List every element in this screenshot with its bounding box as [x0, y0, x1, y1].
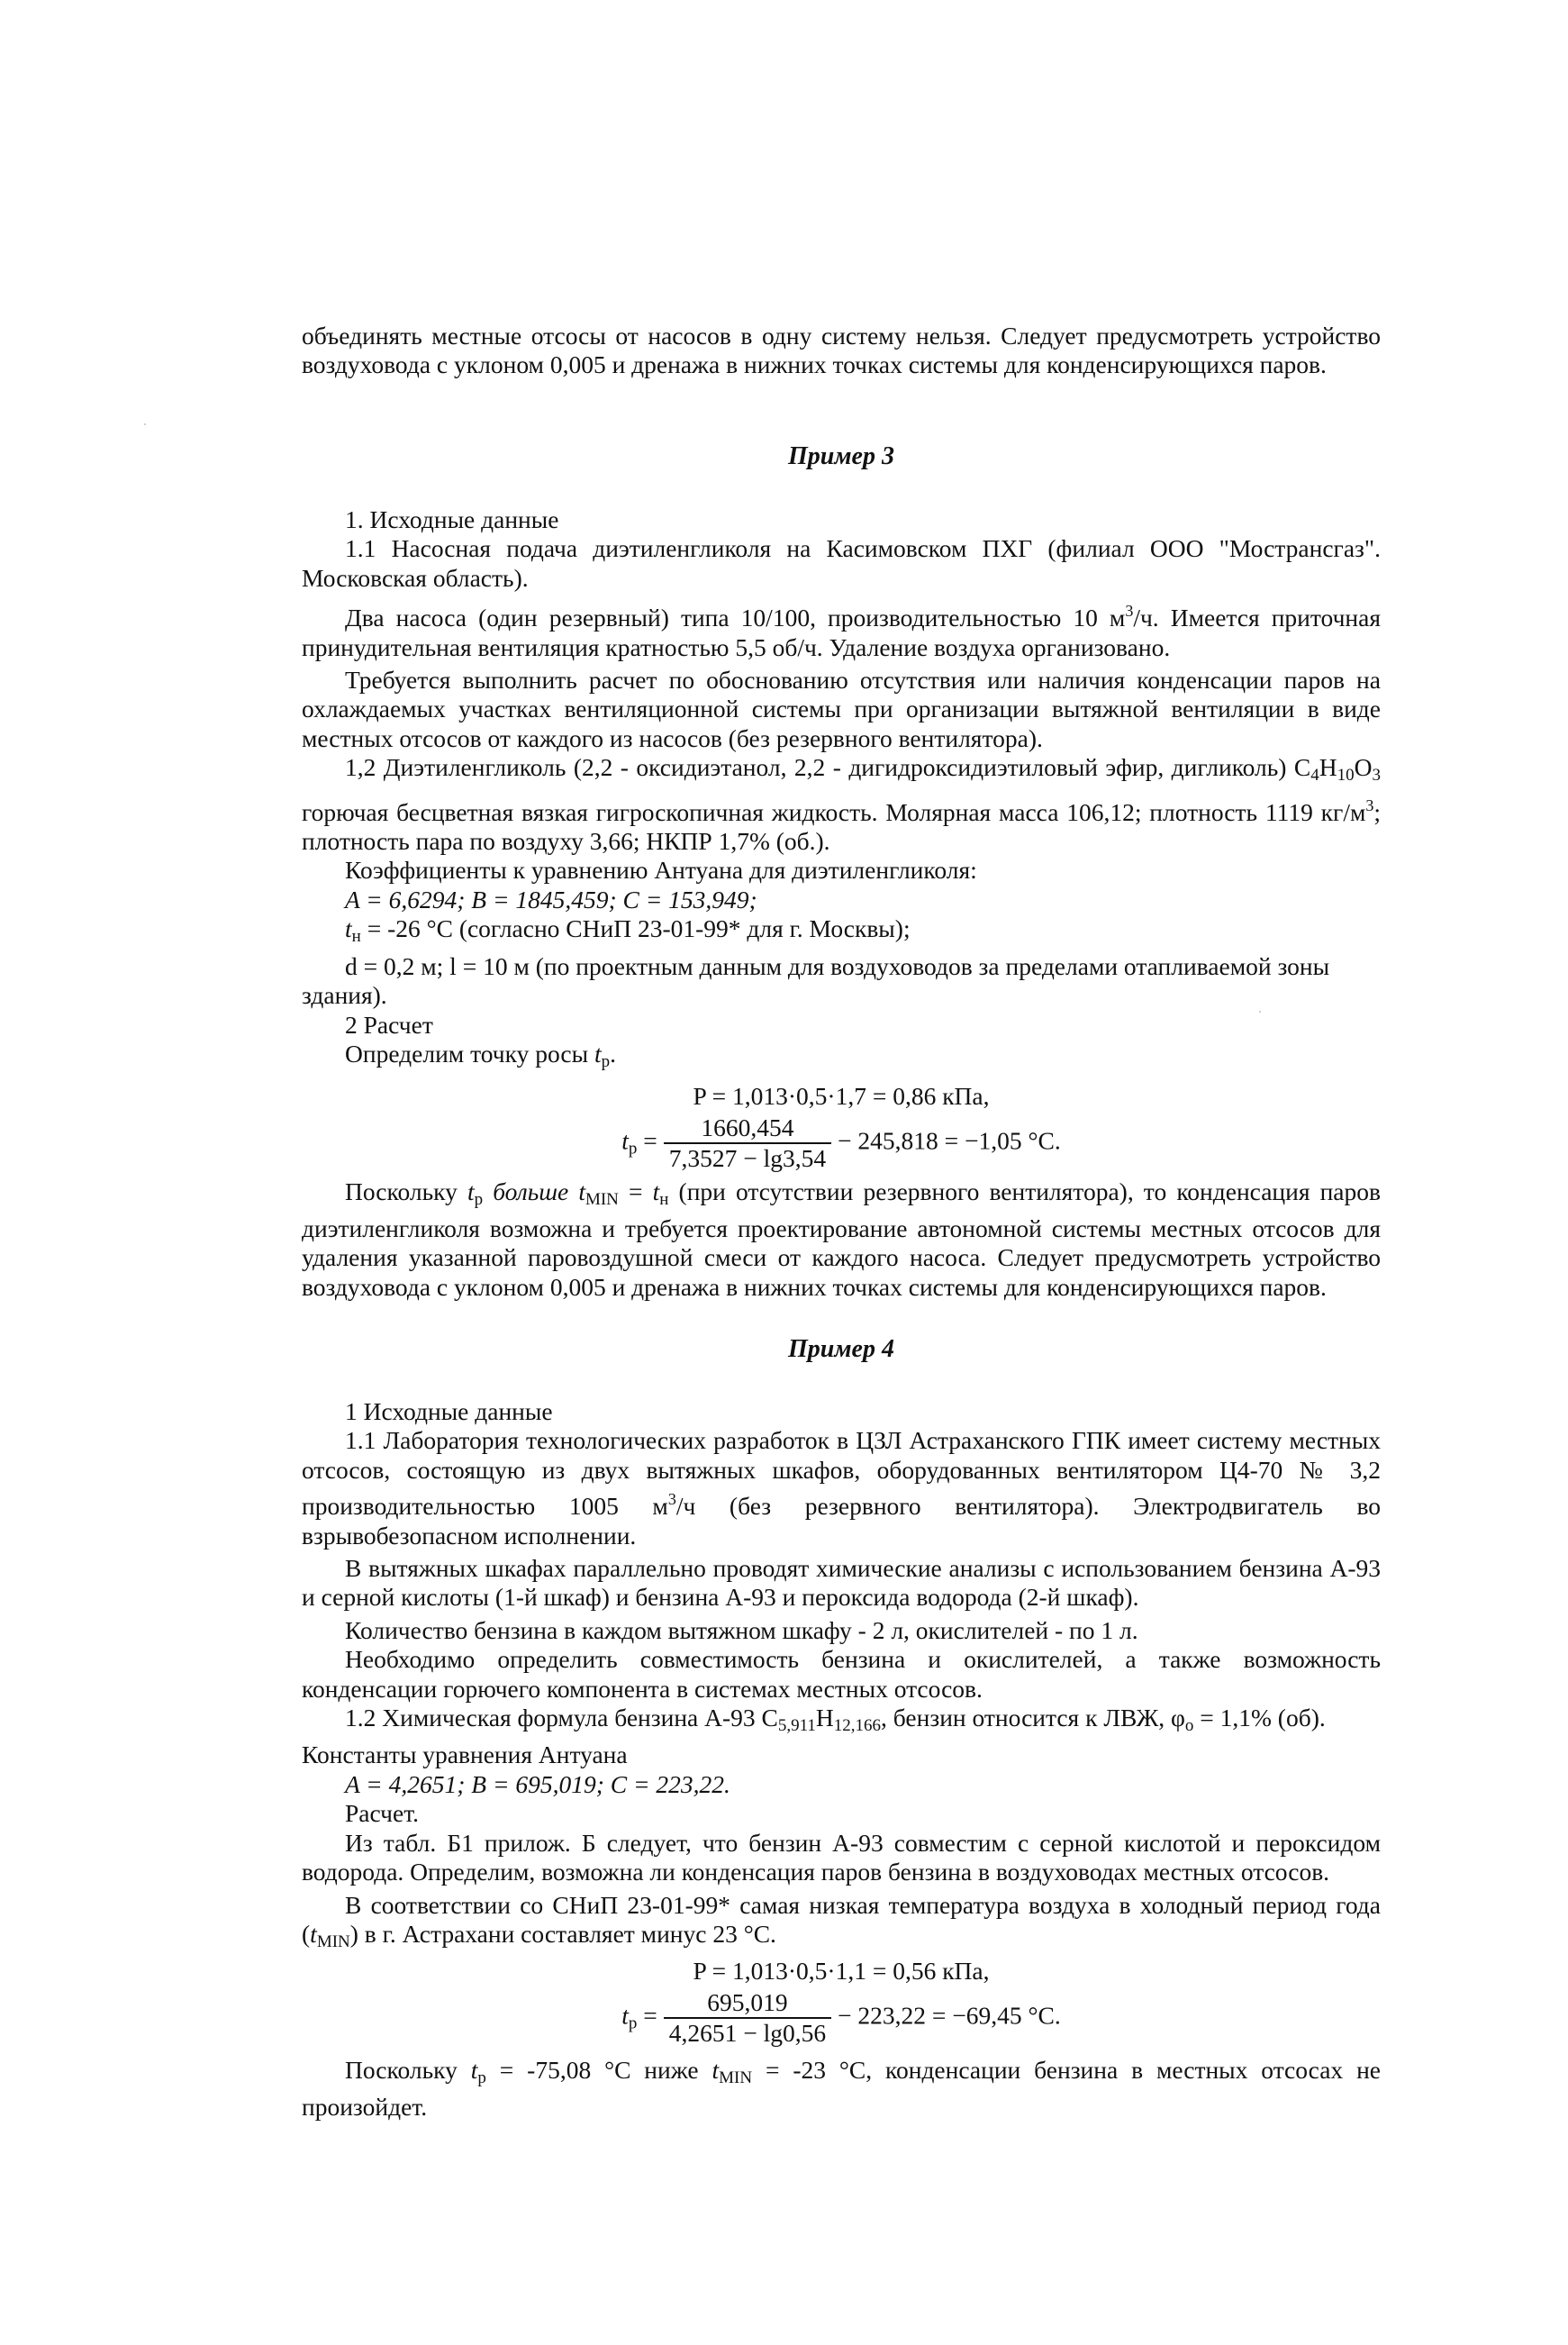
antoine-constants: A = 4,2651; B = 695,019; C = 223,22. — [345, 1769, 730, 1798]
ambient-temperature: $t_н = -26$ °С (согласно СНиП 23-01-99* для г. Москвы); — [345, 914, 911, 947]
chemical-formula: $C_4H_{10}O_3$ — [1293, 753, 1381, 786]
paragraph-1-1: 1.1 Насосная подача диэтиленгликоля на Касимовском ПХГ (филиал ООО "Мострансгаз". Московская область). — [302, 534, 1381, 592]
example3-heading-wrap — [302, 442, 1381, 471]
antoine-constants: A = 6,6294; B = 1845,459; C = 153,949; — [345, 885, 757, 913]
intro-paragraph: объединять местные отсосы от насосов в одну систему нельзя. Следует предусмотреть устройство воздуховода с уклоном 0,005 и дренажа в нижних точках системы для конденсирующихся паров. — [302, 322, 1381, 379]
example3-body — [302, 505, 1381, 1302]
paragraph-amount: Количество бензина в каждом вытяжном шкафу - 2 л, окислителей - по 1 л. — [345, 1615, 1138, 1644]
equation-pressure: P = 1,013·0,5·1,1 = 0,56 кПа, — [693, 1957, 990, 1986]
section-title: 1 Исходные данные — [345, 1397, 553, 1425]
equation-dew-point: $t_p$ = $\frac{695,019}{4,2651 - \lg 0,56}$ − 223,22 = −69,45 °C. — [621, 1987, 1061, 2048]
dew-point-intro: Определим точку росы $t_р$. — [345, 1039, 616, 1071]
example4-heading: Пример 4 — [788, 1335, 894, 1363]
example4-body — [302, 1397, 1381, 2122]
paragraph-analysis: В вытяжных шкафах параллельно проводят химические анализы с использованием бензина А-93 и серной кислоты (1-й шкаф) и бензина А-93 и пероксида водорода (2-й шкаф). — [302, 1554, 1381, 1612]
chemical-formula: $C_{5,911}H_{12,166}$ — [761, 1704, 882, 1736]
paragraph-1-2: 1,2 Диэтиленгликоль (2,2 - оксидиэтанол, 2,2 - дигидроксидиэтиловый эфир, дигликоль) $C_4H_{10}O_3$ горючая бесцветная вязкая гигроскопичная жидкость. Молярная масса 106,12; плотность 1119 $кг/м^3$; плотность пара по воздуху 3,66; НКПР 1,7% (об.). — [302, 753, 1381, 856]
paragraph-constants: Константы уравнения Антуана — [302, 1741, 628, 1769]
section-title: 2 Расчет — [345, 1010, 433, 1039]
paragraph-conclusion: Поскольку $t_р = -75,08$ °С ниже $t_{MIN} = -23$ °С, конденсации бензина в местных отсосах не произойдет. — [302, 2055, 1381, 2121]
equation-dew-point: $t_p$ = $\frac{1660,454}{7,3527 - \lg 3,54}$ − 245,818 = −1,05 °C. — [621, 1113, 1061, 1173]
paragraph-snip: В соответствии со СНиП 23-01-99* самая низкая температура воздуха в холодный период года $(t_{MIN})$ в г. Астрахани составляет минус 23 °С. — [302, 1890, 1381, 1951]
paragraph-1-2: 1.2 Химическая формула бензина А-93 $C_{5,911}H_{12,166}$, бензин относится к ЛВЖ, $\varphi_о = 1,1\%$ (об). — [345, 1704, 1326, 1736]
paragraph-coefficients: Коэффициенты к уравнению Антуана для диэтиленгликоля: — [345, 856, 977, 885]
paragraph-1-1: 1.1 Лаборатория технологических разработок в ЦЗЛ Астраханского ГПК имеет систему местных отсосов, состоящую из двух вытяжных шкафов, оборудованных вентилятором Ц4-70 № 3,2 производительностью 1005 $м^3/ч$ (без резервного вентилятора). Электродвигатель во взрывобезопасном исполнении. — [302, 1426, 1381, 1550]
section-title: Расчет. — [345, 1799, 420, 1828]
equation-fraction: $\frac{1660,454}{7,3527 - \lg 3,54}$ — [664, 1113, 831, 1174]
paragraph-table: Из табл. Б1 прилож. Б следует, что бензин А-93 совместим с серной кислотой и пероксидом водорода. Определим, возможна ли конденсация паров бензина в воздуховодах местных отсосов. — [302, 1828, 1381, 1886]
scan-speck — [144, 423, 146, 425]
paragraph-need: Необходимо определить совместимость бензина и окислителей, а также возможность конденсации горючего компонента в системах местных отсосов. — [302, 1645, 1381, 1703]
paragraph-task: Требуется выполнить расчет по обоснованию отсутствия или наличия конденсации паров на охлаждаемых участках вентиляционной системы при организации вытяжной вентиляции в виде местных отсосов от каждого из насосов (без резервного вентилятора). — [302, 666, 1381, 752]
paragraph-conclusion: Поскольку $t_р$ больше $t_{MIN} = t_н$ (при отсутствии резервного вентилятора), то конденсация паров диэтиленгликоля возможна и требуется проектирование автономной системы местных отсосов для удаления указанной паровоздушной смеси от каждого насоса. Следует предусмотреть устройство воздуховода с уклоном 0,005 и дренажа в нижних точках системы для конденсирующихся паров. — [302, 1177, 1382, 1301]
equation-pressure: P = 1,013·0,5·1,7 = 0,86 кПа, — [693, 1082, 990, 1111]
duct-parameters: d = 0,2 м; l = 10 м (по проектным данным для воздуховодов за пределами отапливаемой зоны здания). — [302, 951, 1330, 1010]
intro-block — [302, 322, 1381, 380]
section-title: 1. Исходные данные — [345, 505, 559, 533]
example3-heading: Пример 3 — [788, 442, 894, 470]
example4-heading-wrap — [302, 1335, 1381, 1364]
paragraph-pumps: Два насоса (один резервный) типа 10/100, производительностью 10 $м^3/ч$. Имеется приточная принудительная вентиляция кратностью 5,5 об/ч. Удаление воздуха организовано. — [302, 602, 1381, 661]
equation-fraction: $\frac{695,019}{4,2651 - \lg 0,56}$ — [664, 1988, 831, 2049]
